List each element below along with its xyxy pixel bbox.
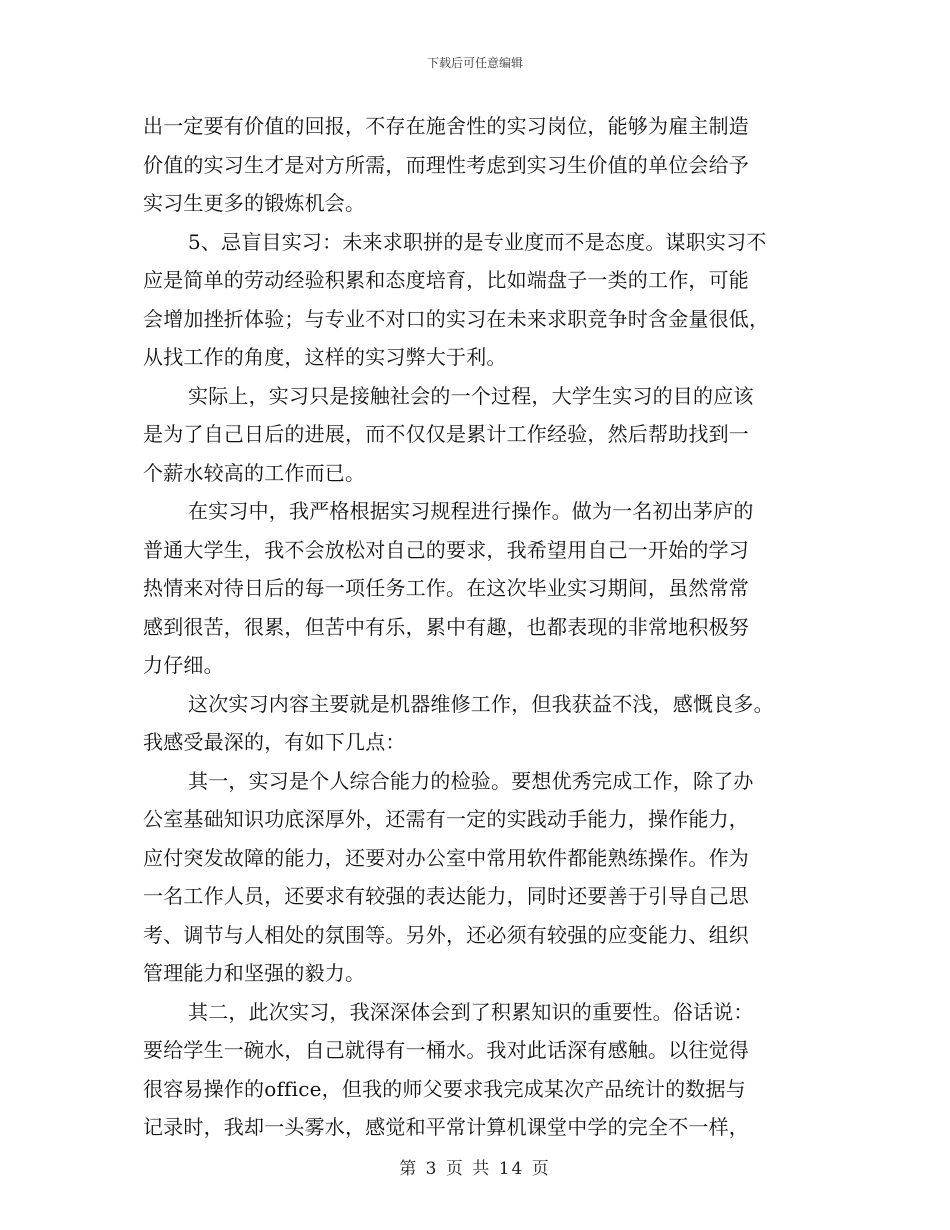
text-line: 公室基础知识功底深厚外，还需有一定的实践动手能力，操作能力， [143,807,749,831]
text-line: 很容易操作的office，但我的师父要求我完成某次产品统计的数据与 [143,1076,746,1101]
text-line: 我感受最深的，有如下几点： [143,730,406,754]
text-line: 考、调节与人相处的氛围等。另外，还必须有较强的应变能力、组织 [143,922,749,947]
text-line: 会增加挫折体验；与专业不对口的实习在未来求职竞争时含金量很低， [143,306,770,331]
page-header-note: 下载后可任意编辑 [426,56,523,70]
text-line: 记录时，我却一头雾水，感觉和平常计算机课堂中学的完全不一样， [143,1115,749,1139]
page-number: 第 3 页 共 14 页 [399,1159,551,1179]
text-line: 出一定要有价值的回报，不存在施舍性的实习岗位，能够为雇主制造 [143,114,749,138]
paragraph-first-line: 5、忌盲目实习：未来求职拼的是专业度而不是态度。谋职实习不 [188,229,767,254]
text-line: 应是简单的劳动经验积累和态度培育，比如端盘子一类的工作，可能 [143,268,749,292]
text-line: 管理能力和坚强的毅力。 [143,961,366,985]
text-line: 要给学生一碗水，自己就得有一桶水。我对此话深有感触。以往觉得 [143,1038,749,1062]
paragraph-first-line: 这次实习内容主要就是机器维修工作，但我获益不浅，感慨良多。 [188,691,774,716]
text-line: 价值的实习生才是对方所需，而理性考虑到实习生价值的单位会给予 [143,152,749,177]
text-line: 感到很苦，很累，但苦中有乐，累中有趣，也都表现的非常地积极努 [143,614,749,639]
text-line: 普通大学生，我不会放松对自己的要求，我希望用自己一开始的学习 [143,537,749,562]
paragraph-first-line: 其一，实习是个人综合能力的检验。要想优秀完成工作，除了办 [188,768,754,793]
text-line: 热情来对待日后的每一项任务工作。在这次毕业实习期间，虽然常常 [143,576,749,600]
text-line: 力仔细。 [143,653,224,677]
document-body [143,107,813,1147]
paragraph-first-line: 实际上，实习只是接触社会的一个过程，大学生实习的目的应该 [188,383,754,408]
paragraph-first-line: 在实习中，我严格根据实习规程进行操作。做为一名初出茅庐的 [188,499,754,523]
text-line: 实习生更多的锻炼机会。 [143,191,366,215]
text-line: 从找工作的角度，这样的实习弊大于利。 [143,345,507,369]
paragraph-first-line: 其二，此次实习，我深深体会到了积累知识的重要性。俗话说： [188,999,754,1024]
text-line: 个薪水较高的工作而已。 [143,460,366,485]
text-line: 是为了自己日后的进展，而不仅仅是累计工作经验，然后帮助找到一 [143,422,749,446]
text-line: 一名工作人员，还要求有较强的表达能力，同时还要善于引导自己思 [143,884,749,908]
text-line: 应付突发故障的能力，还要对办公室中常用软件都能熟练操作。作为 [143,845,749,870]
